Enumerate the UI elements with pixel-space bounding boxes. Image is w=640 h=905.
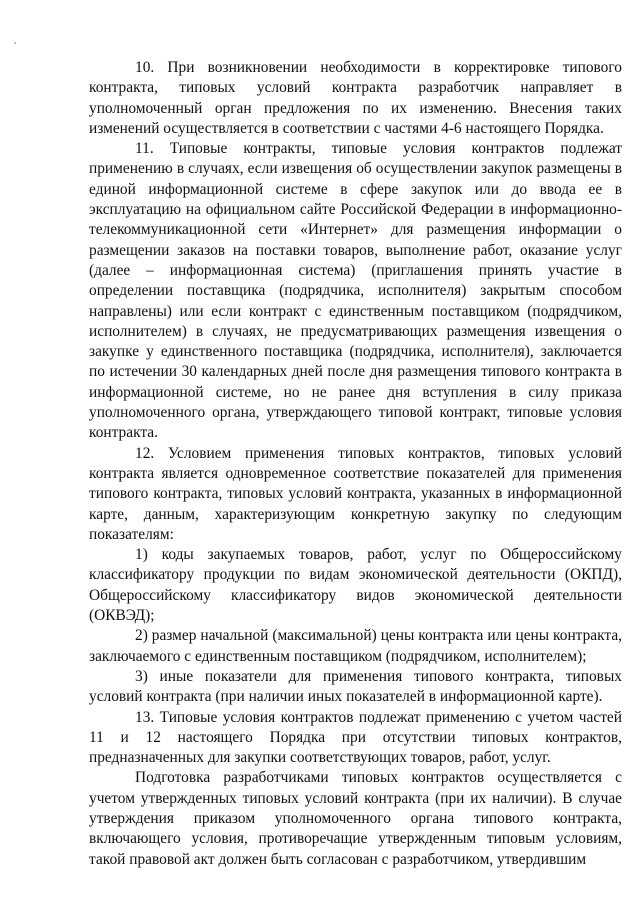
paragraph-11: 11. Типовые контракты, типовые условия контрактов подлежат применению в случаях, если извещения об осуществлении закупок размещены в единой информационной системе в сфере закупок или до ввода ее в эксплуатацию на официальном сайте Российской Федерации в информационно-телекоммуникационной сети «Интернет» для размещения информации о размещении заказов на поставки товаров, выполнение работ, оказание услуг (далее – информационная система) (приглашения принять участие в определении поставщика (подрядчика, исполнителя) закрытым способом направлены) или если контракт с единственным поставщиком (подрядчиком, исполнителем) в случаях, не предусматривающих размещения извещения о закупке у единственного поставщика (подрядчика, исполнителя), заключается по истечении 30 календарных дней после дня размещения типового контракта в информационной системе, но не ранее дня вступления в силу приказа уполномоченного органа, утверждающего типовой контракт, типовые условия контракта.	[89, 140, 622, 442]
list-item-3: 3) иные показатели для применения типового контракта, типовых условий контракта (при наличии иных показателей в информационной карте).	[89, 667, 622, 706]
list-item-2: 2) размер начальной (максимальной) цены контракта или цены контракта, заключаемого с единственным поставщиком (подрядчиком, исполнителем);	[89, 627, 622, 665]
paragraph-12: 12. Условием применения типовых контрактов, типовых условий контракта является одновременное соответствие показателей для применения типового контракта, типовых условий контракта, указанных в информационной карте, данным, характеризующим конкретную закупку по следующим показателям:	[89, 444, 622, 543]
scan-dot	[14, 42, 16, 44]
paragraph-13: 13. Типовые условия контрактов подлежат применению с учетом частей 11 и 12 настоящего Порядка при отсутствии типовых контрактов, предназначенных для закупки соответствующих товаров, работ, услуг.	[89, 708, 622, 767]
paragraph-preparation: Подготовка разработчиками типовых контрактов осуществляется с учетом утвержденных типовых условий контракта (при их наличии). В случае утверждения приказом уполномоченного органа типового контракта, включающего условия, противоречащие утвержденным типовым условиям, такой правовой акт должен быть согласован с разработчиком, утвердившим	[89, 769, 622, 868]
list-item-1: 1) коды закупаемых товаров, работ, услуг по Общероссийскому классификатору продукции по видам экономической деятельности (ОКПД), Общероссийскому классификатору видов экономической деятельности (ОКВЭД);	[89, 546, 622, 625]
paragraph-10: 10. При возникновении необходимости в корректировке типового контракта, типовых условий контракта разработчик направляет в уполномоченный орган предложения по их изменению. Внесения таких изменений осуществляется в соответствии с частями 4-6 настоящего Порядка.	[89, 59, 622, 137]
